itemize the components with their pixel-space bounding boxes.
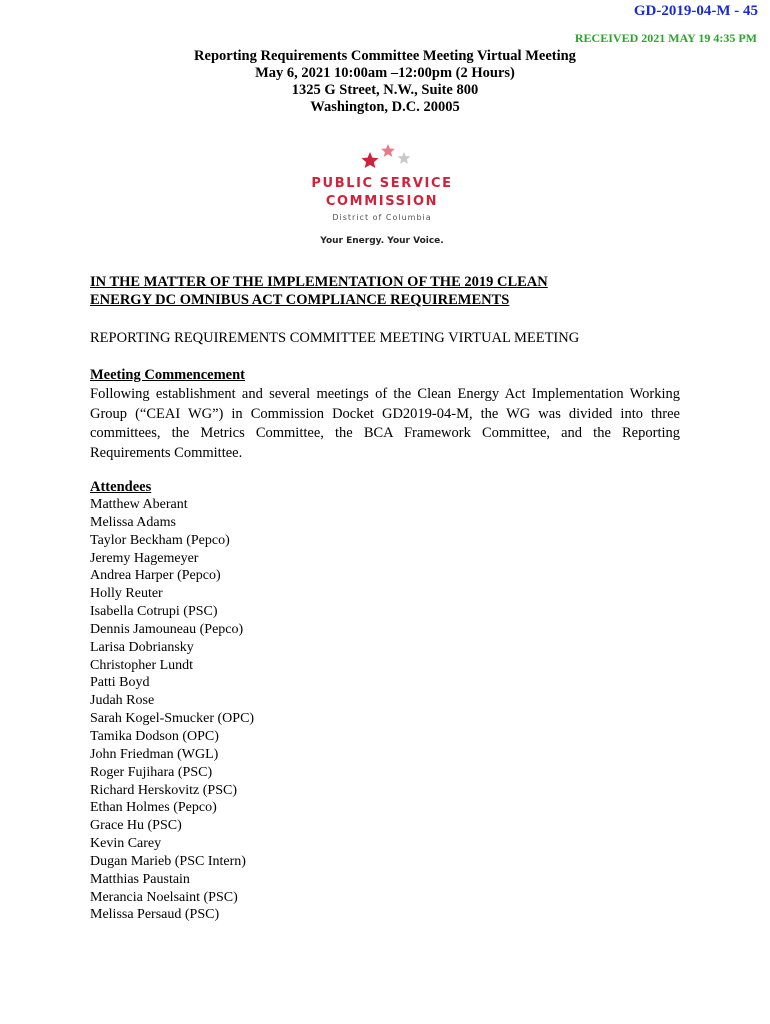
- attendee-item: Larisa Dobriansky: [90, 639, 194, 655]
- logo-line-commission: COMMISSION: [325, 194, 439, 209]
- attendee-item: Melissa Adams: [90, 514, 176, 530]
- attendee-item: Sarah Kogel-Smucker (OPC): [90, 711, 255, 727]
- header-line-city: Washington, D.C. 20005: [310, 99, 460, 115]
- attendee-item: Isabella Cotrupi (PSC): [90, 604, 218, 620]
- attendee-item: Grace Hu (PSC): [90, 818, 182, 834]
- matter-line-2: ENERGY DC OMNIBUS ACT COMPLIANCE REQUIREMENTS: [90, 292, 510, 308]
- header-line-title: Reporting Requirements Committee Meeting Virtual Meeting: [194, 48, 576, 64]
- psc-logo: [308, 142, 468, 252]
- meeting-header: [0, 48, 770, 116]
- stars-icon: [360, 142, 420, 172]
- attendee-item: Andrea Harper (Pepco): [90, 568, 221, 584]
- attendee-item: Roger Fujihara (PSC): [90, 764, 213, 780]
- attendee-item: Patti Boyd: [90, 675, 150, 691]
- header-line-address: 1325 G Street, N.W., Suite 800: [291, 82, 479, 98]
- attendee-item: Christopher Lundt: [90, 657, 194, 673]
- commencement-paragraph: Following establishment and several meetings of the Clean Energy Act Implementation Working Group (“CEAI WG”) in Commission Docket GD2019-04-M, the WG was divided into three committees, the Metrics Committee, the BCA Framework Committee, and the Reporting Requirements Committee.: [90, 386, 680, 461]
- matter-heading: [90, 273, 690, 309]
- attendee-item: Tamika Dodson (OPC): [90, 728, 219, 744]
- attendee-item: Dennis Jamouneau (Pepco): [90, 621, 244, 637]
- attendee-item: Ethan Holmes (Pepco): [90, 800, 217, 816]
- commencement-heading: Meeting Commencement: [90, 367, 246, 383]
- logo-tagline: Your Energy. Your Voice.: [320, 236, 444, 246]
- star-red-icon: [362, 152, 379, 168]
- attendee-item: Judah Rose: [90, 693, 155, 709]
- star-gray-icon: [398, 152, 411, 164]
- attendee-item: Melissa Persaud (PSC): [90, 907, 220, 923]
- attendee-item: Holly Reuter: [90, 586, 163, 602]
- attendees-heading: Attendees: [90, 479, 152, 495]
- logo-line-public-service: PUBLIC SERVICE: [311, 176, 453, 191]
- star-pink-icon: [381, 144, 395, 157]
- matter-line-1: IN THE MATTER OF THE IMPLEMENTATION OF THE 2019 CLEAN: [90, 274, 548, 290]
- header-line-date: May 6, 2021 10:00am –12:00pm (2 Hours): [255, 65, 515, 81]
- received-stamp: RECEIVED 2021 MAY 19 4:35 PM: [574, 31, 757, 45]
- attendees-list: [90, 496, 254, 924]
- attendee-item: John Friedman (WGL): [90, 746, 219, 762]
- attendee-item: Matthew Aberant: [90, 497, 188, 512]
- attendee-item: Jeremy Hagemeyer: [90, 550, 199, 566]
- attendee-item: Richard Herskovitz (PSC): [90, 782, 237, 798]
- attendee-item: Kevin Carey: [90, 836, 162, 852]
- docket-number: GD-2019-04-M - 45: [633, 3, 758, 19]
- attendee-item: Matthias Paustain: [90, 871, 190, 887]
- logo-line-district: District of Columbia: [332, 213, 432, 222]
- attendee-item: Merancia Noelsaint (PSC): [90, 889, 238, 905]
- meeting-subtitle: REPORTING REQUIREMENTS COMMITTEE MEETING VIRTUAL MEETING: [90, 330, 580, 346]
- attendee-item: Taylor Beckham (Pepco): [90, 532, 230, 548]
- attendee-item: Dugan Marieb (PSC Intern): [90, 853, 246, 869]
